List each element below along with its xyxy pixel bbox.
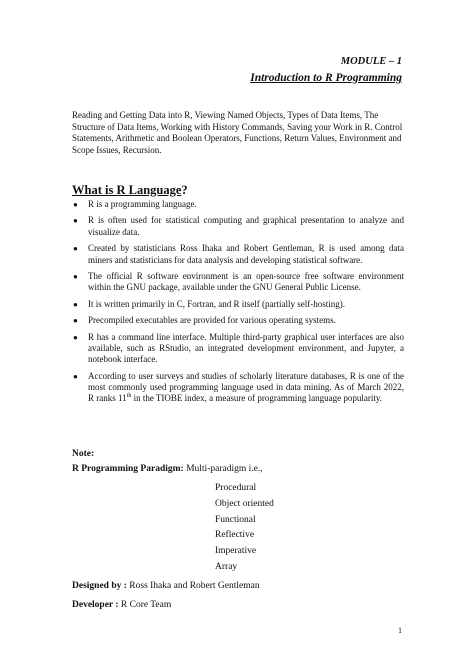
developer-line [72, 600, 171, 610]
bullet-text [88, 371, 404, 404]
list-item [72, 371, 404, 405]
note-label: Note: [72, 449, 95, 459]
bullet-text: R is a programming language. [88, 199, 197, 209]
paradigm-value: Multi-paradigm i.e., [183, 464, 263, 474]
section-heading [72, 183, 188, 198]
bullet-text-part1: According to user surveys and studies of scholarly literature databases, R is one of the most commonly used programming language used in data mining. As of March 2022, R ranks 11 [88, 370, 404, 404]
paradigm-line [72, 464, 263, 474]
paradigm-item: Reflective [215, 530, 255, 541]
list-item [72, 332, 404, 366]
bullet-text: R is often used for statistical computing and graphical presentation to analyze and visualize data. [88, 215, 404, 237]
section-heading-suffix: ? [181, 183, 188, 197]
list-item [72, 299, 404, 310]
ordinal-suffix: th [126, 393, 132, 400]
page-number: 1 [398, 626, 402, 635]
bullet-list [72, 199, 404, 410]
intro-paragraph: Reading and Getting Data into R, Viewing Named Objects, Types of Data Items, The Structure of Data Items, Working with History Commands, Saving your Work in R. Control Statements, Arithmetic and Boolean Operators, Functions, Return Values, Environment and Scope Issues, Recursion. [72, 110, 403, 155]
paradigm-list [215, 483, 274, 578]
paradigm-item: Object oriented [215, 498, 274, 509]
list-item [72, 315, 404, 326]
list-item [72, 271, 404, 294]
bullet-icon: ● [73, 371, 78, 381]
list-item [72, 199, 404, 210]
list-item [72, 243, 404, 266]
paradigm-item: Imperative [215, 546, 257, 557]
module-label: MODULE – 1 [340, 56, 402, 67]
developer-label: Developer : [72, 600, 119, 610]
bullet-icon: ● [73, 299, 78, 309]
bullet-text: The official R software environment is an open-source free software environment within the GNU package, available under the GNU General Public License. [88, 271, 404, 293]
bullet-icon: ● [73, 272, 78, 282]
document-title: Introduction to R Programming [250, 72, 402, 84]
designed-by-line [72, 581, 260, 591]
bullet-text: R has a command line interface. Multiple third-party graphical user interfaces are also available, such as RStudio, an integrated development environment, and Jupyter, a notebook interface. [88, 331, 404, 365]
paradigm-label: R Programming Paradigm: [72, 464, 184, 474]
bullet-text: It is written primarily in C, Fortran, and R itself (partially self-hosting). [88, 298, 345, 309]
bullet-text-part2: in the TIOBE index, a measure of programming language popularity. [131, 393, 383, 404]
bullet-icon: ● [73, 216, 78, 226]
designed-by-label: Designed by : [72, 581, 127, 591]
developer-value: R Core Team [118, 600, 172, 610]
paradigm-item: Functional [215, 514, 256, 525]
bullet-text: Precompiled executables are provided for various operating systems. [88, 315, 336, 326]
bullet-icon: ● [73, 200, 78, 209]
bullet-icon: ● [73, 332, 78, 342]
section-heading-text: What is R Language [72, 183, 182, 197]
paradigm-item: Array [215, 561, 238, 572]
paradigm-item: Procedural [215, 483, 257, 493]
bullet-icon: ● [73, 316, 78, 326]
bullet-text: Created by statisticians Ross Ihaka and Robert Gentleman, R is used among data miners and statisticians for data analysis and developing statistical software. [88, 243, 404, 265]
list-item [72, 215, 404, 238]
designed-by-value: Ross Ihaka and Robert Gentleman [126, 581, 260, 591]
bullet-icon: ● [73, 244, 78, 254]
